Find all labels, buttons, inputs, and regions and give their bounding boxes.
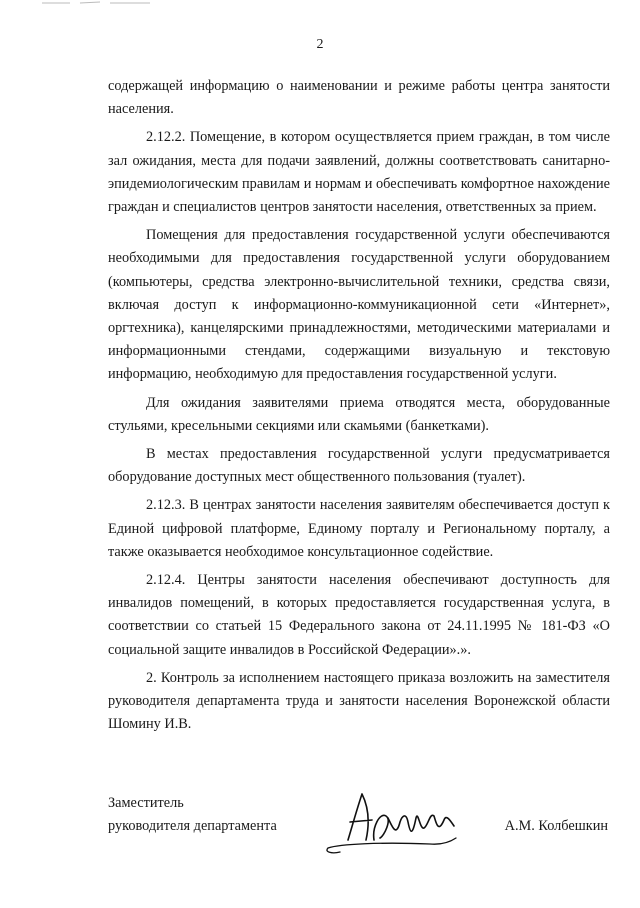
handwritten-signature <box>310 782 470 862</box>
paragraph-continuation: содержащей информацию о наименовании и режиме работы центра занятости населения. <box>108 78 610 118</box>
paragraph-2-12-4: 2.12.4. Центры занятости населения обеспечивают доступность для инвалидов помещений, в которых предоставляется государственная услуга, в соответствии со статьей 15 Федерального закона от 24.11.1995 № 181-ФЗ «О социальной защите инвалидов в Российской Федерации».». <box>108 572 610 658</box>
paragraph-waiting-places: Для ожидания заявителями приема отводятся места, оборудованные стульями, кресельными секциями или скамьями (банкетками). <box>108 394 610 434</box>
document-body <box>108 75 610 736</box>
paragraph-premises-equipment: Помещения для предоставления государственной услуги обеспечиваются необходимыми для предоставления государственной услуги оборудованием (компьютеры, средства электронно-вычислительной техники, средства связи, включая доступ к информационно-коммуникационной сети «Интернет», оргтехника), канцелярскими принадлежностями, методическими материалами и информационными стендами, содержащими визуальную и текстовую информацию, необходимую для предоставления государственной услуги. <box>108 227 610 383</box>
paragraph-2-12-2: 2.12.2. Помещение, в котором осуществляется прием граждан, в том числе зал ожидания, места для подачи заявлений, должны соответствовать санитарно-эпидемиологическим правилам и нормам и обеспечивать комфортное нахождение граждан и специалистов центров занятости населения, ответственных за прием. <box>108 129 610 216</box>
signatory-title <box>108 792 277 838</box>
paragraph-restrooms: В местах предоставления государственной услуги предусматривается оборудование доступных мест общественного пользования (туалет). <box>108 446 610 486</box>
page-number: 2 <box>316 37 324 52</box>
paragraph-2-12-3: 2.12.3. В центрах занятости населения заявителям обеспечивается доступ к Единой цифровой платформе, Единому порталу и Региональному порталу, а также оказывается необходимое консультационное содействие. <box>108 497 610 560</box>
signatory-name: А.М. Колбешкин <box>504 818 608 834</box>
signatory-title-line1: Заместитель <box>108 795 184 811</box>
scan-artifact <box>40 0 160 6</box>
signatory-title-line2: руководителя департамента <box>108 818 277 835</box>
paragraph-control: 2. Контроль за исполнением настоящего приказа возложить на заместителя руководителя департамента труда и занятости населения Воронежской области Шомину И.В. <box>108 669 610 733</box>
